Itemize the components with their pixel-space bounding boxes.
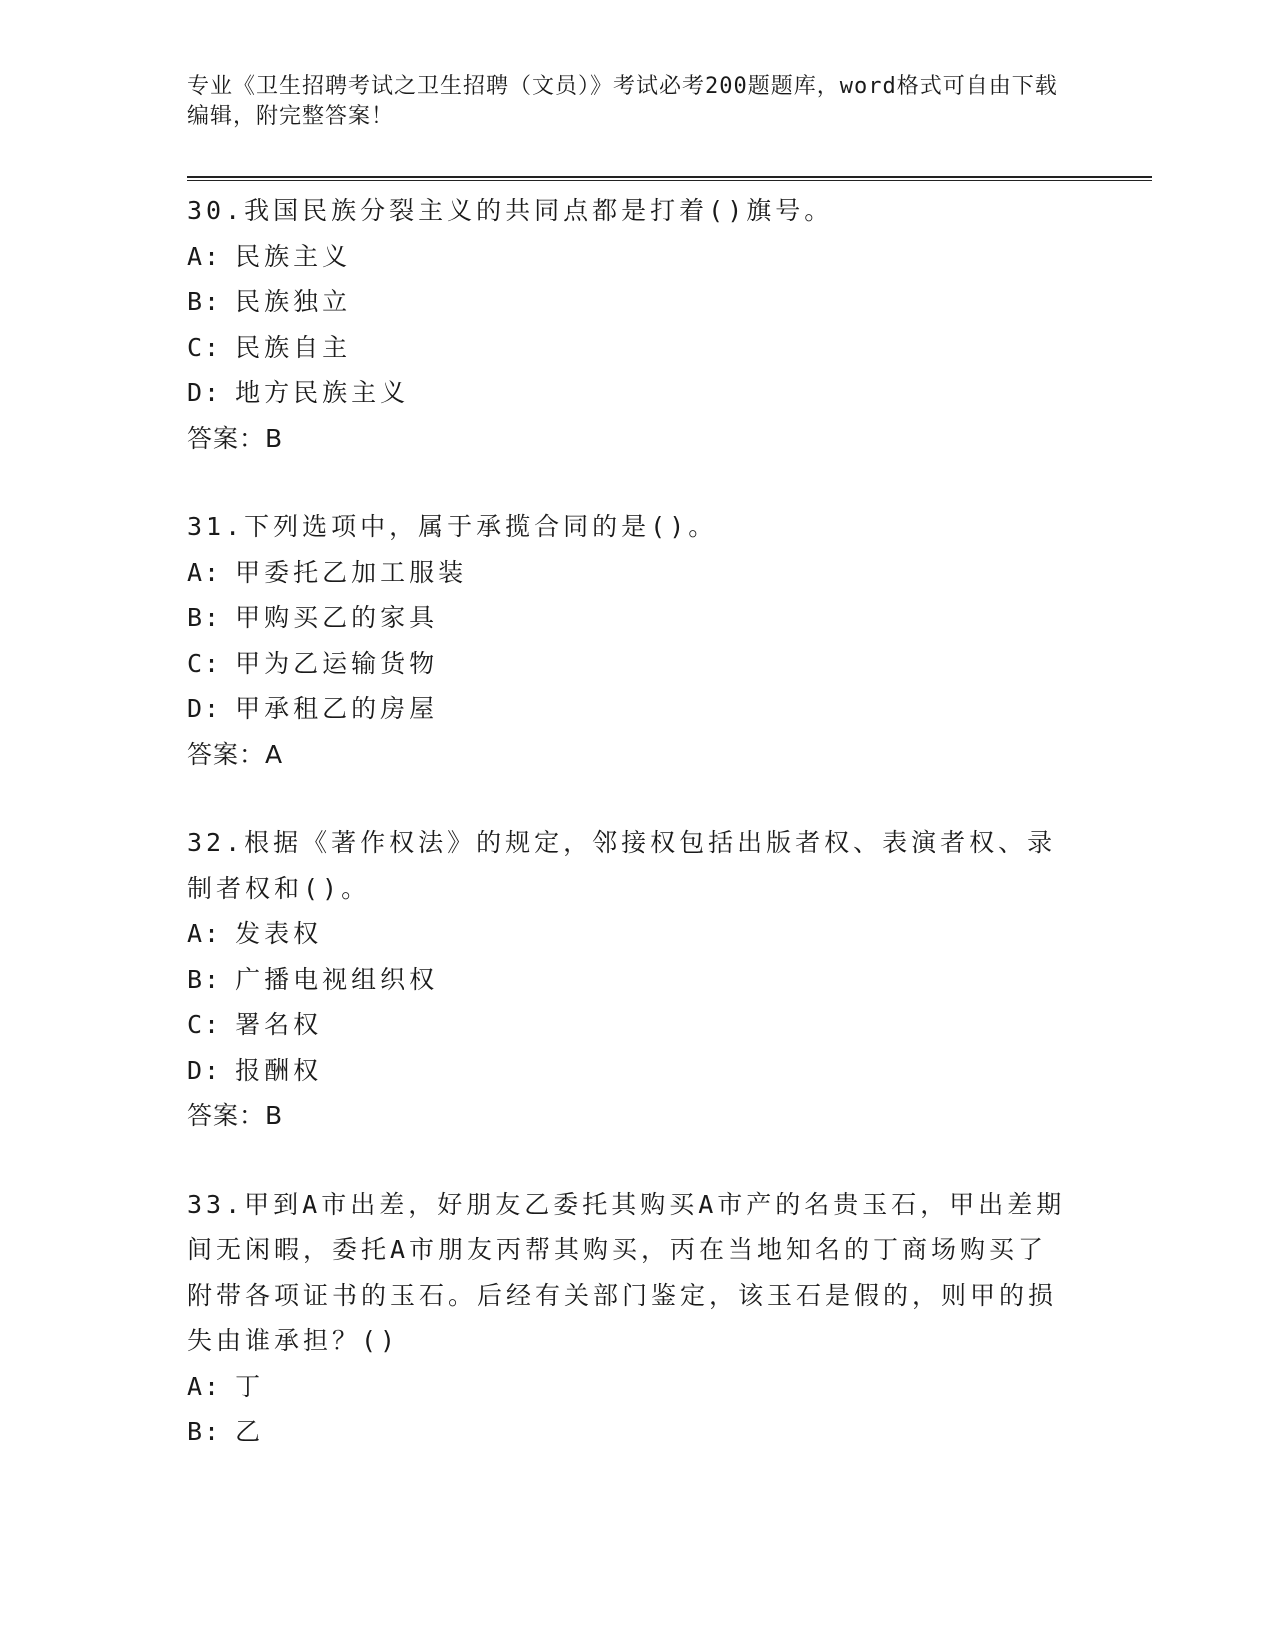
- option-c: C: 署名权: [187, 1010, 323, 1039]
- answer: 答案：B: [187, 1101, 284, 1130]
- option-b: B: 民族独立: [187, 287, 352, 316]
- option-c: C: 甲为乙运输货物: [187, 648, 439, 678]
- question-31: [187, 504, 1067, 777]
- option-d: D: 甲承租乙的房屋: [187, 694, 439, 723]
- option-a: A: 甲委托乙加工服装: [187, 557, 468, 587]
- question-stem: 31.下列选项中，属于承揽合同的是()。: [187, 512, 718, 541]
- question-stem: 33.甲到A市出差，好朋友乙委托其购买A市产的名贵玉石，甲出差期间无闲暇，委托A市朋友丙帮其购买，丙在当地知名的丁商场购买了附带各项证书的玉石。后经有关部门鉴定，该玉石是假的，则甲的损失由谁承担？(): [187, 1189, 1066, 1355]
- option-b: B: 甲购买乙的家具: [187, 603, 439, 632]
- header-divider: [187, 176, 1152, 181]
- option-a: A: 发表权: [187, 919, 323, 948]
- option-a: A: 民族主义: [187, 241, 352, 271]
- answer: 答案：A: [187, 739, 284, 769]
- document-header: 专业《卫生招聘考试之卫生招聘（文员）》考试必考200题题库，word格式可自由下载编辑，附完整答案！: [187, 74, 1058, 129]
- option-d: D: 报酬权: [187, 1055, 323, 1085]
- question-30: [187, 188, 1067, 461]
- question-list: [187, 188, 1067, 1498]
- question-33: [187, 1182, 1067, 1455]
- question-32: [187, 820, 1067, 1139]
- option-d: D: 地方民族主义: [187, 378, 410, 407]
- option-b: B: 广播电视组织权: [187, 964, 439, 994]
- option-c: C: 民族自主: [187, 332, 352, 362]
- question-stem: 32.根据《著作权法》的规定，邻接权包括出版者权、表演者权、录制者权和()。: [187, 828, 1057, 903]
- answer: 答案：B: [187, 423, 284, 453]
- option-a: A: 丁: [187, 1371, 265, 1401]
- option-b: B: 乙: [187, 1417, 265, 1446]
- question-stem: 30.我国民族分裂主义的共同点都是打着()旗号。: [187, 196, 834, 225]
